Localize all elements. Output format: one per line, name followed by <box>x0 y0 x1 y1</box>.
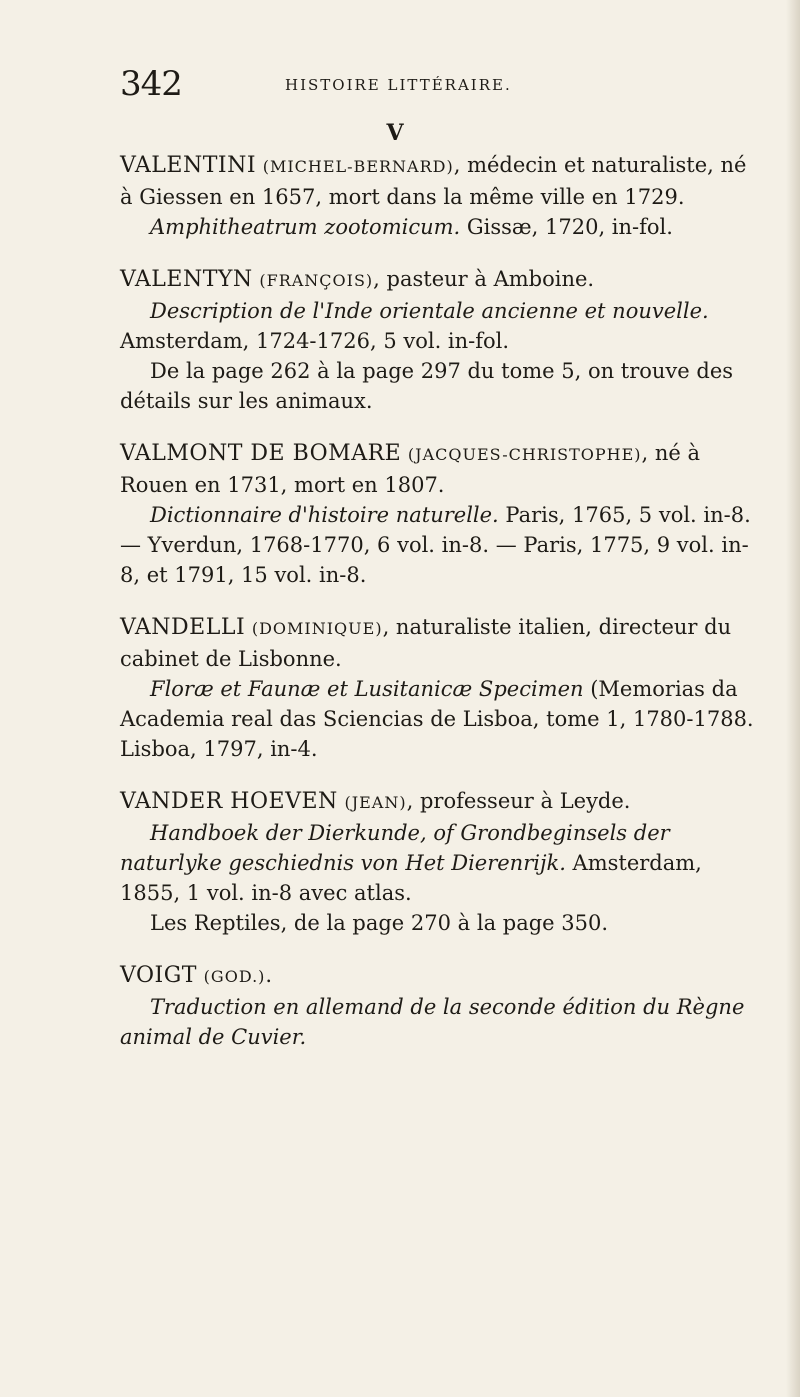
bibliography-note <box>120 908 760 938</box>
bibliography-note <box>120 356 760 416</box>
author-given-name: (FRANÇOIS) <box>259 271 374 290</box>
bibliography-item <box>120 500 760 590</box>
entry-heading <box>120 612 760 674</box>
author-given-name: (JACQUES-CHRISTOPHE) <box>407 445 642 464</box>
note-text: Les Reptiles, de la page 270 à la page 350. <box>150 911 609 935</box>
author-name: VALMONT DE BOMARE <box>120 441 402 466</box>
author-description: . <box>265 963 273 987</box>
work-title: Handboek der Dierkunde, of Grondbeginsels der naturlyke geschiednis von Het Dierenrijk. <box>120 821 670 875</box>
author-name: VALENTINI <box>120 153 257 178</box>
author-name: VANDELLI <box>120 615 246 640</box>
author-description: , naturaliste italien, directeur du cabinet de Lisbonne. <box>120 615 732 671</box>
entry-voigt <box>120 960 760 1052</box>
author-given-name: (JEAN) <box>344 793 407 812</box>
work-details: Gissæ, 1720, in-fol. <box>460 215 673 239</box>
author-description: , professeur à Leyde. <box>406 789 631 813</box>
work-title: Floræ et Faunæ et Lusitanicæ Specimen <box>150 677 584 701</box>
page-number: 342 <box>120 64 182 104</box>
work-details: Amsterdam, 1724-1726, 5 vol. in-fol. <box>120 329 510 353</box>
entry-vander-hoeven <box>120 786 760 938</box>
bibliography-item <box>120 296 760 356</box>
bibliography-item <box>120 992 760 1052</box>
page-header <box>120 64 740 104</box>
work-details: Paris, 1765, 5 vol. in-8. — Yverdun, 1768-1770, 6 vol. in-8. — Paris, 1775, 9 vol. in-8, et 1791, 15 vol. in-8. <box>120 503 751 587</box>
section-letter: V <box>386 120 404 146</box>
entry-heading <box>120 150 760 212</box>
work-details: (Memorias da Academia real das Sciencias de Lisboa, tome 1, 1780-1788. Lisboa, 1797, in-4. <box>120 677 754 761</box>
bibliography-item <box>120 818 760 908</box>
bibliography-item <box>120 674 760 764</box>
entry-heading <box>120 960 760 992</box>
bibliography-item <box>120 212 760 242</box>
entry-heading <box>120 786 760 818</box>
entries-list <box>120 150 760 1074</box>
entry-vandelli <box>120 612 760 764</box>
author-name: VOIGT <box>120 963 197 988</box>
author-given-name: (MICHEL-BERNARD) <box>262 157 454 176</box>
author-name: VANDER HOEVEN <box>120 789 338 814</box>
author-description: , médecin et naturaliste, né à Giessen en 1657, mort dans la même ville en 1729. <box>120 153 747 209</box>
note-text: De la page 262 à la page 297 du tome 5, on trouve des détails sur les animaux. <box>120 359 734 413</box>
author-name: VALENTYN <box>120 267 253 292</box>
entry-valentyn <box>120 264 760 416</box>
author-given-name: (GOD.) <box>203 967 266 986</box>
work-title: Description de l'Inde orientale ancienne et nouvelle. <box>150 299 709 323</box>
entry-valentini <box>120 150 760 242</box>
author-description: , né à Rouen en 1731, mort en 1807. <box>120 441 701 497</box>
author-description: , pasteur à Amboine. <box>373 267 595 291</box>
work-title: Amphitheatrum zootomicum. <box>150 215 461 239</box>
work-title: Dictionnaire d'histoire naturelle. <box>150 503 499 527</box>
author-given-name: (DOMINIQUE) <box>251 619 383 638</box>
entry-valmont-de-bomare <box>120 438 760 590</box>
work-title: Traduction en allemand de la seconde édition du Règne animal de Cuvier. <box>120 995 745 1049</box>
entry-heading <box>120 264 760 296</box>
entry-heading <box>120 438 760 500</box>
running-head: HISTOIRE LITTÉRAIRE. <box>285 76 512 94</box>
page-edge <box>786 0 800 1397</box>
work-details: Amsterdam, 1855, 1 vol. in-8 avec atlas. <box>120 851 702 905</box>
